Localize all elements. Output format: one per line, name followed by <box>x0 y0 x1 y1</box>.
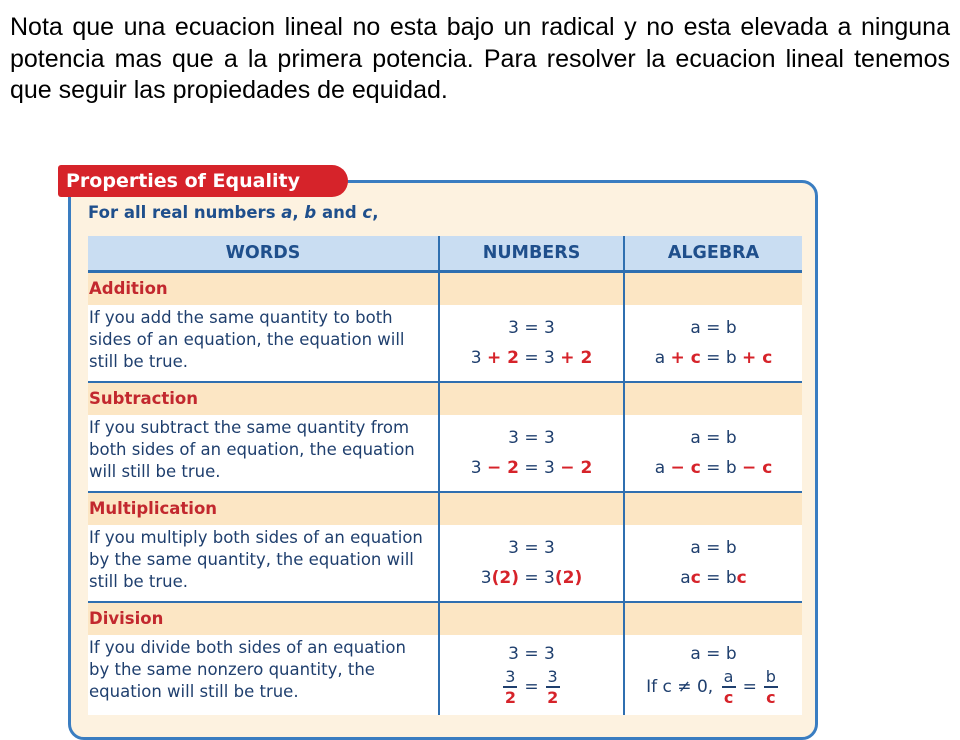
section-multiplication <box>88 493 802 603</box>
section-algebra: a = b a c = b c <box>623 525 802 601</box>
properties-title-tag: Properties of Equality <box>58 165 348 197</box>
header-numbers: NUMBERS <box>438 236 623 270</box>
fraction-right: $\frac{3}{2}$ <box>547 667 559 707</box>
section-title: Addition <box>89 279 168 298</box>
section-algebra: a = b a − c = b − c <box>623 415 802 491</box>
section-algebra: a = b If c ≠ 0, $\frac{a}{c}$ = $\frac{b}{c}$ <box>623 635 802 715</box>
section-algebra: a = b a + c = b + c <box>623 305 802 381</box>
table-header-row <box>88 236 802 273</box>
section-words: If you subtract the same quantity from both sides of an equation, the equation will still be true. <box>89 418 415 481</box>
header-words: WORDS <box>225 243 301 263</box>
properties-table <box>88 236 802 715</box>
section-words: If you divide both sides of an equation by the same nonzero quantity, the equation will still be true. <box>89 638 406 701</box>
section-title: Subtraction <box>89 389 199 408</box>
section-words: If you multiply both sides of an equation by the same quantity, the equation will still be true. <box>89 528 423 591</box>
section-numbers: 3 = 3 3 (2) = 3 (2) <box>438 525 623 601</box>
section-numbers: 3 = 3 3 − 2 = 3 − 2 <box>438 415 623 491</box>
intro-paragraph: Nota que una ecuacion lineal no esta bajo un radical y no esta elevada a ninguna potencia mas que a la primera potencia. Para resolver la ecuacion lineal tenemos que seguir las propiedades de equidad. <box>10 13 950 104</box>
section-title: Multiplication <box>89 499 218 518</box>
header-algebra: ALGEBRA <box>623 236 802 270</box>
section-numbers: 3 = 3 3 + 2 = 3 + 2 <box>438 305 623 381</box>
section-numbers: 3 = 3 $\frac{3}{2}$ = $\frac{3}{2}$ <box>438 635 623 715</box>
fraction-right: $\frac{b}{c}$ <box>765 667 776 707</box>
section-addition <box>88 273 802 383</box>
fraction-left: $\frac{a}{c}$ <box>722 668 736 706</box>
fraction-left: $\frac{3}{2}$ <box>504 667 516 707</box>
properties-subtitle: For all real numbers a, b and c, <box>88 203 379 222</box>
section-words: If you add the same quantity to both sides of an equation, the equation will still be true. <box>89 308 405 371</box>
section-subtraction <box>88 383 802 493</box>
section-title: Division <box>89 609 164 628</box>
section-division <box>88 603 802 715</box>
